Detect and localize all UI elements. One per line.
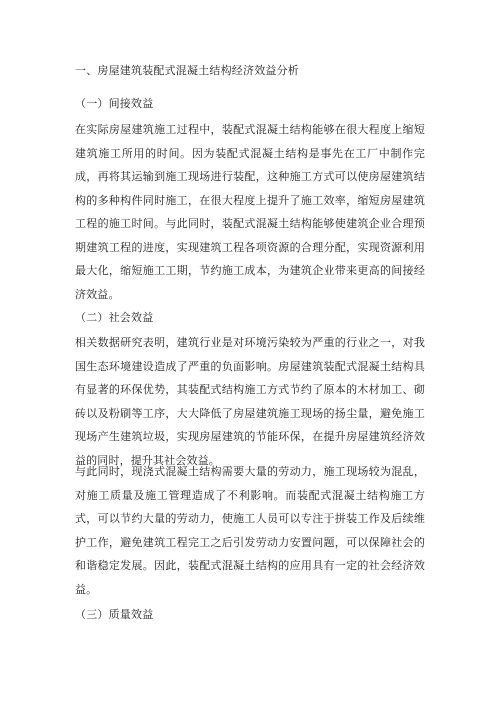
section-heading-quality-benefit: （三）质量效益 (75, 608, 154, 621)
section-heading-indirect-benefit: （一）间接效益 (75, 97, 154, 110)
paragraph-indirect-benefit: 在实际房屋建筑施工过程中，装配式混凝土结构能够在很大程度上缩短建筑施工所用的时间。因为装配式混凝土结构是事先在工厂中制作完成，再将其运输到施工现场进行装配，这种施工方式可以使房屋建筑结构的多种构件同时施工，在很大程度上提升了施工效率，缩短房屋建筑工程的施工时间。与此同时，装配式混凝土结构能够使建筑企业合理预期建筑工程的进度，实现建筑工程各项资源的合理分配，实现资源利用最大化，缩短施工工期，节约施工成本，为建筑企业带来更高的间接经济效益。 (75, 123, 425, 301)
paragraph-social-benefit-2: 与此同时，现浇式混凝土结构需要大量的劳动力，施工现场较为混乱，对施工质量及施工管理造成了不利影响。而装配式混凝土结构施工方式，可以节约大量的劳动力，使施工人员可以专注于拼装工作及后续维护工作，避免建筑工程完工之后引发劳动力安置问题，可以保障社会的和谐稳定发展。因此，装配式混凝土结构的应用具有一定的社会经济效益。 (75, 465, 425, 596)
paragraph-social-benefit-1: 相关数据研究表明，建筑行业是对环境污染较为严重的行业之一，对我国生态环境建设造成了严重的负面影响。房屋建筑装配式混凝土结构具有显著的环保优势，其装配式结构施工方式节约了原本的木材加工、砌砖以及粉刷等工序，大大降低了房屋建筑施工现场的扬尘量，避免施工现场产生建筑垃圾，实现房屋建筑的节能环保，在提升房屋建筑经济效益的同时，提升其社会效益。 (75, 336, 425, 467)
section-heading-social-benefit: （二）社会效益 (75, 311, 154, 324)
main-heading: 一、房屋建筑装配式混凝土结构经济效益分析 (75, 64, 299, 77)
